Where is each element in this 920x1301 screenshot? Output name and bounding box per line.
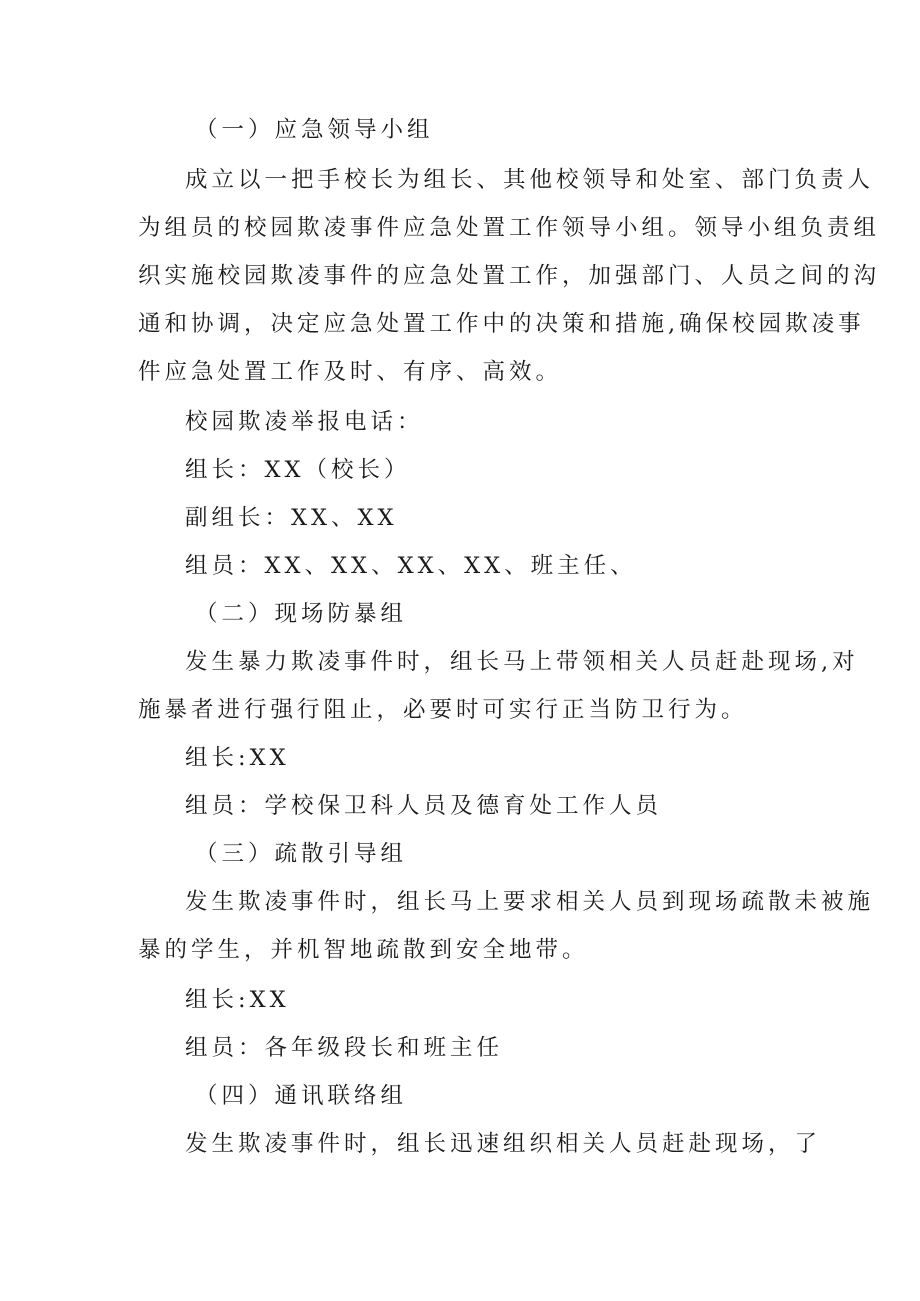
paragraph-line: 组员：学校保卫科人员及德育处工作人员 — [185, 793, 663, 819]
paragraph-line: 组长:XX — [185, 987, 290, 1013]
paragraph-line: 成立以一把手校长为组长、其他校领导和处室、部门负责人 — [185, 167, 875, 193]
section-heading-emergency-leadership: （一）应急领导小组 — [195, 117, 434, 143]
paragraph-line: 组员：各年级段长和班主任 — [185, 1035, 504, 1061]
paragraph-line: 通和协调，决定应急处置工作中的决策和措施,确保校园欺凌事 — [138, 311, 865, 337]
section-heading-communication: （四）通讯联络组 — [195, 1083, 408, 1109]
paragraph-line: 件应急处置工作及时、有序、高效。 — [138, 359, 563, 385]
paragraph-line: 发生欺凌事件时，组长马上要求相关人员到现场疏散未被施 — [185, 889, 875, 915]
paragraph-line: 组员：XX、XX、XX、XX、班主任、 — [185, 553, 637, 579]
paragraph-line: 施暴者进行强行阻止，必要时可实行正当防卫行为。 — [138, 697, 748, 723]
section-heading-riot-control: （二）现场防暴组 — [195, 601, 408, 627]
paragraph-line: 副组长：XX、XX — [185, 505, 398, 531]
paragraph-line: 组长：XX（校长） — [185, 457, 411, 483]
paragraph-line: 发生欺凌事件时，组长迅速组织相关人员赶赴现场，了 — [185, 1131, 822, 1157]
paragraph-line: 织实施校园欺凌事件的应急处置工作，加强部门、人员之间的沟 — [138, 263, 881, 289]
paragraph-line: 暴的学生，并机智地疏散到安全地带。 — [138, 937, 589, 963]
paragraph-line: 组长:XX — [185, 745, 290, 771]
paragraph-line: 为组员的校园欺凌事件应急处置工作领导小组。领导小组负责组 — [138, 215, 881, 241]
section-heading-evacuation: （三）疏散引导组 — [195, 841, 408, 867]
paragraph-line: 发生暴力欺凌事件时，组长马上带领相关人员赶赴现场,对 — [185, 649, 859, 675]
paragraph-line: 校园欺凌举报电话： — [185, 409, 424, 435]
